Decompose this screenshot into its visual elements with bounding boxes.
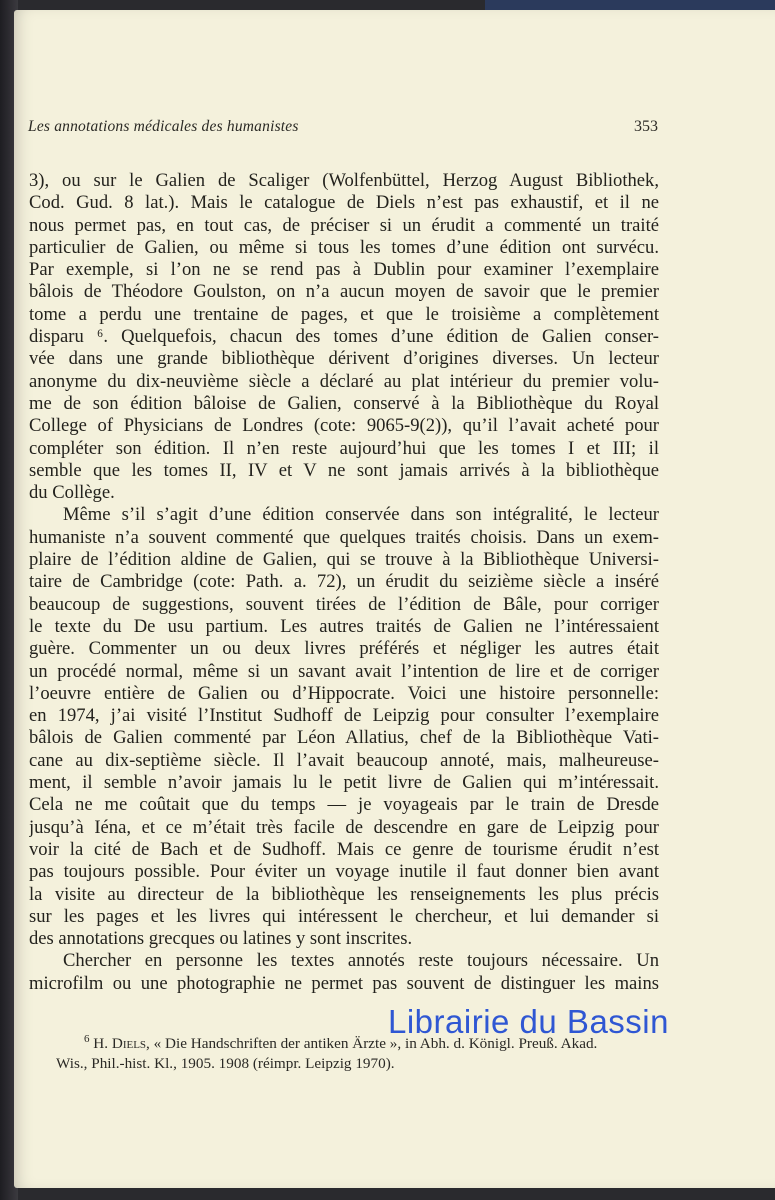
text-line: anonyme du dix-neuvième siècle a déclaré au plat intérieur du premier volu- (29, 370, 659, 392)
text-line: bâlois de Théodore Goulston, on n’a aucun moyen de savoir que le premier (29, 281, 659, 303)
footnote-author: H. Diels (93, 1035, 147, 1052)
watermark: Librairie du Bassin (388, 1003, 669, 1040)
text-line: beaucoup de suggestions, souvent tirées de l’édition de Bâle, pour corriger (29, 593, 659, 615)
text-line: la visite au directeur de la bibliothèque les renseignements les plus précis (29, 883, 659, 905)
text-line: College of Physicians de Londres (cote: 9065-9(2)), qu’il l’avait acheté pour (29, 415, 659, 437)
text-line: cane au dix-septième siècle. Il l’avait beaucoup annoté, mais, malheureuse- (29, 749, 659, 771)
text-line: des annotations grecques ou latines y sont inscrites. (29, 928, 413, 950)
footnote-marker: 6 (84, 1032, 90, 1045)
text-line: Cod. Gud. 8 lat.). Mais le catalogue de Diels n’est pas exhaustif, et il ne (29, 192, 659, 214)
text-line: nous permet pas, en tout cas, de préciser si un érudit a commenté un traité (29, 214, 659, 236)
text-line: tome a perdu une trentaine de pages, et que le troisième a complètement (29, 303, 659, 325)
text-line: bâlois de Galien commenté par Léon Allatius, chef de la Bibliothèque Vati- (29, 727, 659, 749)
text-line: en 1974, j’ai visité l’Institut Sudhoff de Leipzig pour consulter l’exemplaire (29, 705, 659, 727)
page-header (28, 118, 658, 146)
body-text (29, 170, 659, 995)
footnote-line-2: Wis., Phil.-hist. Kl., 1905. 1908 (réimpr. Leipzig 1970). (56, 1055, 395, 1072)
running-title: Les annotations médicales des humanistes (28, 118, 299, 135)
text-line: un procédé normal, même si un savant avait l’intention de lire et de corriger (29, 660, 659, 682)
text-line: sur les pages et les livres qui intéressent le chercheur, et lui demander si (29, 905, 659, 927)
text-line: plaire de l’édition aldine de Galien, qui se trouve à la Bibliothèque Universi- (29, 549, 659, 571)
text-line: 3), ou sur le Galien de Scaliger (Wolfenbüttel, Herzog August Bibliothek, (29, 170, 659, 191)
text-line: du Collège. (29, 482, 115, 504)
text-line: Cela ne me coûtait que du temps — je voyageais par le train de Dresde (29, 794, 659, 816)
text-line: microfilm ou une photographie ne permet pas souvent de distinguer les mains (29, 972, 659, 994)
footnote-citation: , « Die Handschriften der antiken Ärzte », in Abh. d. Königl. Preuß. Akad. (146, 1035, 598, 1052)
page-number: 353 (634, 118, 658, 135)
text-line: vée dans une grande bibliothèque dérivent d’origines diverses. Un lecteur (29, 348, 659, 370)
text-line: Chercher en personne les textes annotés reste toujours nécessaire. Un (63, 950, 659, 972)
text-line: taire de Cambridge (cote: Path. a. 72), un érudit du seizième siècle a inséré (29, 571, 659, 593)
text-line: particulier de Galien, ou même si tous les tomes d’une édition ont survécu. (29, 236, 659, 258)
text-line: Même s’il s’agit d’une édition conservée dans son intégralité, le lecteur (63, 504, 659, 526)
text-line: me de son édition bâloise de Galien, conservé à la Bibliothèque du Royal (29, 392, 659, 414)
text-line: guère. Commenter un ou deux livres préférés et négliger les autres était (29, 638, 659, 660)
text-line: le texte du De usu partium. Les autres traités de Galien ne l’intéressaient (29, 615, 659, 637)
text-line: semble que les tomes II, IV et V ne sont jamais arrivés à la bibliothèque (29, 459, 659, 481)
text-line: voir la cité de Bach et de Sudhoff. Mais ce genre de tourisme érudit n’est (29, 838, 659, 860)
text-line: Par exemple, si l’on ne se rend pas à Dublin pour examiner l’exemplaire (29, 259, 659, 281)
text-line: disparu ⁶. Quelquefois, chacun des tomes d’une édition de Galien conser- (29, 326, 659, 348)
text-line: humaniste n’a souvent commenté que quelques traités choisis. Dans un exem- (29, 526, 659, 548)
text-line: ment, il semble n’avoir jamais lu le petit livre de Galien qui m’intéressait. (29, 772, 659, 794)
text-line: compléter son édition. Il n’en reste aujourd’hui que les tomes I et III; il (29, 437, 659, 459)
text-line: pas toujours possible. Pour éviter un voyage inutile il faut donner bien avant (29, 861, 659, 883)
text-line: l’oeuvre entière de Galien ou d’Hippocrate. Voici une histoire personnelle: (29, 682, 659, 704)
text-line: jusqu’à Iéna, et ce m’était très facile de descendre en gare de Leipzig pour (29, 816, 659, 838)
